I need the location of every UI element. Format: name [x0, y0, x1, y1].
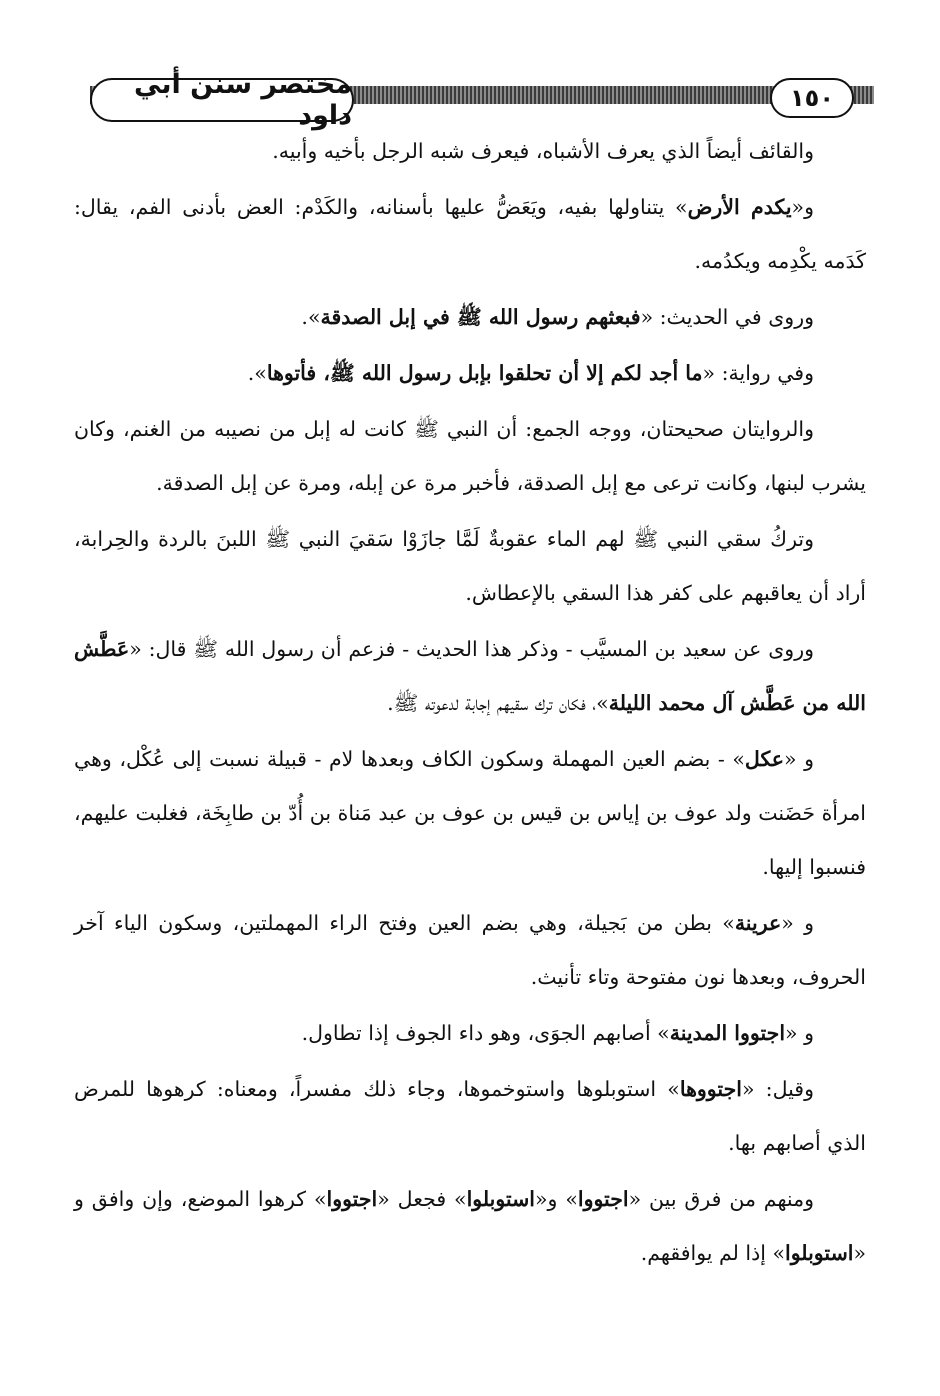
paragraph-text: وروى في الحديث: « [640, 305, 814, 329]
quoted-term: اجتووا [577, 1187, 629, 1211]
quoted-term: اجتووا [326, 1187, 378, 1211]
paragraph-text: و « [784, 747, 814, 771]
paragraph-text: » يتناولها بفيه، ويَعَضُّ عليها بأسنانه، والكَدْم: العض بأدنى الفم، يقال: كَدَمه يكْدِمه ويكدُمه. [74, 195, 866, 273]
paragraph-text: » إذا لم يوافقهم. [640, 1241, 786, 1265]
quoted-term: اجتووها [679, 1077, 742, 1101]
paragraph-text: وفي رواية: « [702, 361, 814, 385]
quoted-term: فبعثهم رسول الله ﷺ في إبل الصدقة [320, 305, 641, 329]
quoted-term: عَطَّش الله من عَطَّش آل محمد الليلة [74, 637, 866, 715]
paragraph-text: ومنهم من فرق بين « [628, 1187, 814, 1211]
quoted-term: استوبلوا [785, 1241, 854, 1265]
paragraph [74, 512, 866, 620]
paragraph-text: وقيل: « [741, 1077, 814, 1101]
paragraph-text: ». [247, 361, 267, 385]
quoted-term: اجتووا المدينة [669, 1021, 786, 1045]
paragraph [74, 346, 866, 400]
page-header [90, 69, 874, 131]
paragraph [74, 622, 866, 730]
paragraph-text: »، فكان ترك سقيهم إجابة لدعوته ﷺ. [387, 691, 609, 715]
paragraph-text: والقائف أيضاً الذي يعرف الأشباه، فيعرف شبه الرجل بأخيه وأبيه. [272, 139, 814, 163]
paragraph-text: والروايتان صحيحتان، ووجه الجمع: أن النبي ﷺ كانت له إبل من نصيبه من الغنم، وكان يشرب لبنها، وكانت ترعى مع إبل الصدقة، فأخبر مرة عن إبله، ومرة عن إبل الصدقة. [74, 417, 866, 495]
paragraph-text: وتركُ سقي النبي ﷺ لهم الماء عقوبةٌ لَمَّا جازَوْا سَقيَ النبي ﷺ اللبنَ بالردة والحِرابة، أراد أن يعاقبهم على كفر هذا السقي بالإعطاش. [74, 527, 866, 605]
paragraph [74, 732, 866, 894]
page-number: ١٥٠ [770, 78, 854, 118]
quoted-term: يكدم الأرض [687, 195, 792, 219]
paragraph [74, 180, 866, 288]
paragraph-text: » استوبلوها واستوخموها، وجاء ذلك مفسراً، ومعناه: كرهوها للمرض الذي أصابهم بها. [74, 1077, 866, 1155]
paragraph [74, 1006, 866, 1060]
paragraph [74, 124, 866, 178]
quoted-term: ما أجد لكم إلا أن تحلقوا بإبل رسول الله ﷺ، فأتوها [266, 361, 703, 385]
paragraph [74, 290, 866, 344]
paragraph-text: ». [301, 305, 321, 329]
quoted-term: عكل [744, 747, 784, 771]
quoted-term: استوبلوا [466, 1187, 535, 1211]
paragraph [74, 896, 866, 1004]
paragraph [74, 1062, 866, 1170]
paragraph-text: » كرهوا الموضع، وإن وافق و « [74, 1187, 866, 1265]
quoted-term: عرينة [734, 911, 782, 935]
paragraph-text: » بطن من بَجيلة، وهي بضم العين وفتح الراء المهملتين، وسكون الياء آخر الحروف، وبعدها نون مفتوحة وتاء تأنيث. [74, 911, 866, 989]
paragraph [74, 402, 866, 510]
paragraph-text: و« [791, 195, 814, 219]
paragraph-text: » أصابهم الجوَى، وهو داء الجوف إذا تطاول. [301, 1021, 670, 1045]
book-title: مختصر سنن أبي داود [90, 78, 354, 122]
paragraph-text: » فجعل « [377, 1187, 467, 1211]
paragraph [74, 1172, 866, 1280]
paragraph-text: و « [781, 911, 814, 935]
paragraph-text: وروى عن سعيد بن المسيَّب - وذكر هذا الحديث - فزعم أن رسول الله ﷺ قال: « [129, 637, 814, 661]
paragraph-text: و « [785, 1021, 814, 1045]
paragraph-text: » - بضم العين المهملة وسكون الكاف وبعدها لام - قبيلة نسبت إلى عُكْل، وهي امرأة حَضَنت ولد عوف بن إياس بن قيس بن عوف بن عبد مَناة بن أُدّ بن طابِخَة، فغلبت عليهم، فنسبوا إليها. [74, 747, 866, 879]
paragraph-text: » و« [535, 1187, 578, 1211]
page-body [74, 124, 866, 1280]
